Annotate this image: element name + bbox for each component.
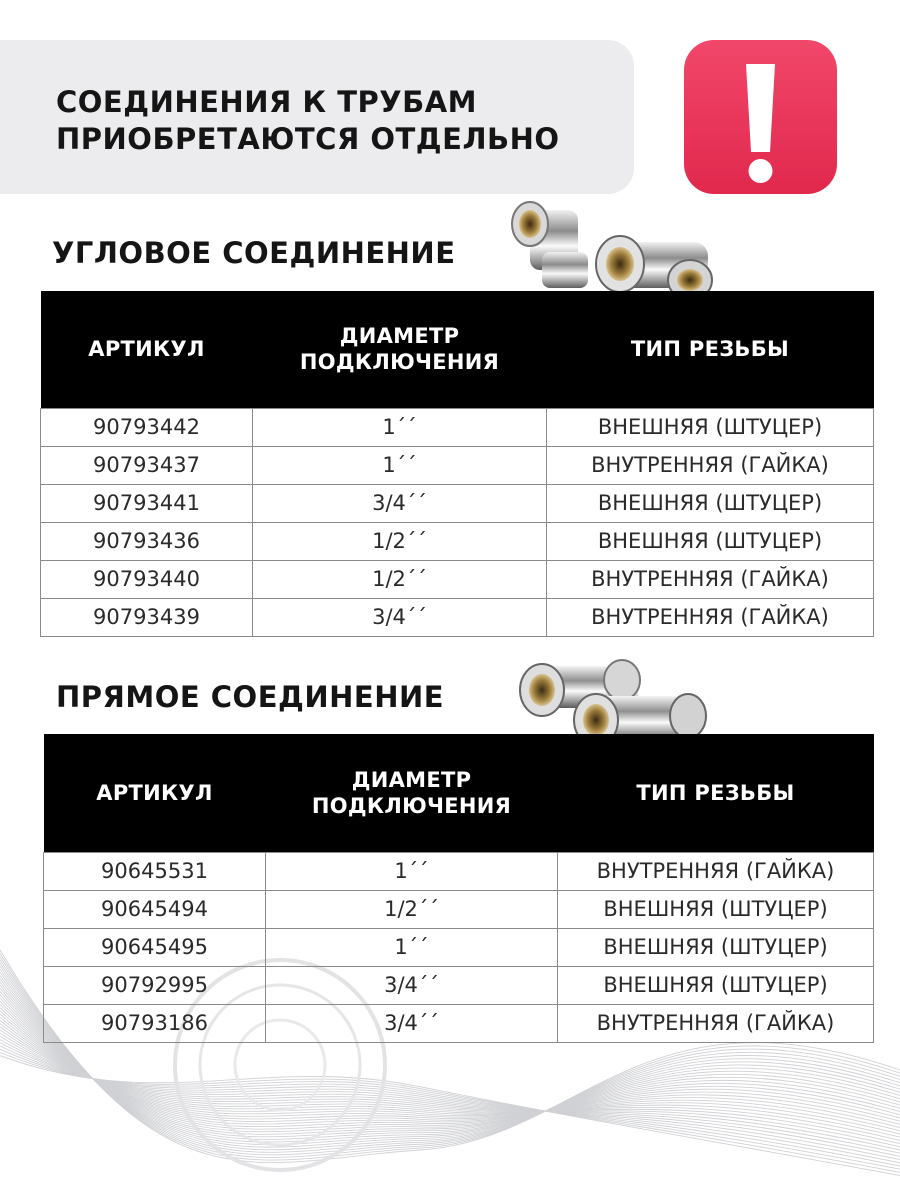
- table-row: [41, 522, 874, 560]
- article-cell: 90793442: [41, 408, 253, 446]
- table-row: [41, 446, 874, 484]
- notice-text: [56, 84, 616, 158]
- thread-type-cell: ВНУТРЕННЯЯ (ГАЙКА): [547, 560, 874, 598]
- diameter-header-line-1: ДИАМЕТР: [351, 767, 472, 792]
- diameter-header: [253, 291, 547, 408]
- thread-type-cell: ВНЕШНЯЯ (ШТУЦЕР): [558, 890, 874, 928]
- thread-type-cell: ВНУТРЕННЯЯ (ГАЙКА): [547, 598, 874, 636]
- diameter-header-line-2: ПОДКЛЮЧЕНИЯ: [311, 793, 512, 818]
- thread-type-cell: ВНЕШНЯЯ (ШТУЦЕР): [558, 966, 874, 1004]
- diameter-cell: 3/4´´: [253, 484, 547, 522]
- thread-type-cell: ВНЕШНЯЯ (ШТУЦЕР): [558, 928, 874, 966]
- article-cell: 90793186: [44, 1004, 266, 1042]
- table-row: [44, 966, 874, 1004]
- diameter-cell: 1´´: [253, 408, 547, 446]
- table-row: [41, 484, 874, 522]
- exclamation-icon: [684, 40, 837, 194]
- thread-type-cell: ВНЕШНЯЯ (ШТУЦЕР): [547, 522, 874, 560]
- diameter-header-line-2: ПОДКЛЮЧЕНИЯ: [299, 350, 500, 375]
- diameter-cell: 1´´: [266, 928, 558, 966]
- thread-type-cell: ВНУТРЕННЯЯ (ГАЙКА): [558, 852, 874, 890]
- table-row: [44, 890, 874, 928]
- article-cell: 90793440: [41, 560, 253, 598]
- notice-line-2: ПРИОБРЕТАЮТСЯ ОТДЕЛЬНО: [56, 122, 560, 156]
- angle-connection-table: [40, 291, 874, 637]
- table-header-row: [41, 291, 874, 408]
- table-header-row: [44, 734, 874, 852]
- thread-type-cell: ВНЕШНЯЯ (ШТУЦЕР): [547, 484, 874, 522]
- diameter-cell: 1/2´´: [253, 560, 547, 598]
- article-header: АРТИКУЛ: [41, 291, 253, 408]
- article-cell: 90793436: [41, 522, 253, 560]
- thread-type-header: ТИП РЕЗЬБЫ: [558, 734, 874, 852]
- table-row: [44, 928, 874, 966]
- alert-badge: [684, 40, 837, 194]
- diameter-header: [266, 734, 558, 852]
- straight-section-title: ПРЯМОЕ СОЕДИНЕНИЕ: [56, 680, 445, 714]
- diameter-cell: 1´´: [266, 852, 558, 890]
- thread-type-cell: ВНУТРЕННЯЯ (ГАЙКА): [558, 1004, 874, 1042]
- angle-section-title: УГЛОВОЕ СОЕДИНЕНИЕ: [52, 236, 456, 270]
- diameter-cell: 3/4´´: [266, 966, 558, 1004]
- table-row: [41, 408, 874, 446]
- diameter-cell: 1/2´´: [266, 890, 558, 928]
- diameter-cell: 3/4´´: [266, 1004, 558, 1042]
- article-cell: 90793439: [41, 598, 253, 636]
- article-cell: 90793437: [41, 446, 253, 484]
- straight-connection-table: [43, 734, 874, 1043]
- diameter-header-line-1: ДИАМЕТР: [339, 324, 460, 349]
- diameter-cell: 1´´: [253, 446, 547, 484]
- notice-line-1: СОЕДИНЕНИЯ К ТРУБАМ: [56, 85, 477, 119]
- article-cell: 90792995: [44, 966, 266, 1004]
- diameter-cell: 3/4´´: [253, 598, 547, 636]
- thread-type-cell: ВНЕШНЯЯ (ШТУЦЕР): [547, 408, 874, 446]
- article-cell: 90645495: [44, 928, 266, 966]
- table-row: [44, 852, 874, 890]
- thread-type-header: ТИП РЕЗЬБЫ: [547, 291, 874, 408]
- article-cell: 90793441: [41, 484, 253, 522]
- article-cell: 90645531: [44, 852, 266, 890]
- thread-type-cell: ВНУТРЕННЯЯ (ГАЙКА): [547, 446, 874, 484]
- table-row: [41, 560, 874, 598]
- angle-fitting-image: [500, 192, 725, 304]
- article-header: АРТИКУЛ: [44, 734, 266, 852]
- article-cell: 90645494: [44, 890, 266, 928]
- table-row: [44, 1004, 874, 1042]
- table-row: [41, 598, 874, 636]
- diameter-cell: 1/2´´: [253, 522, 547, 560]
